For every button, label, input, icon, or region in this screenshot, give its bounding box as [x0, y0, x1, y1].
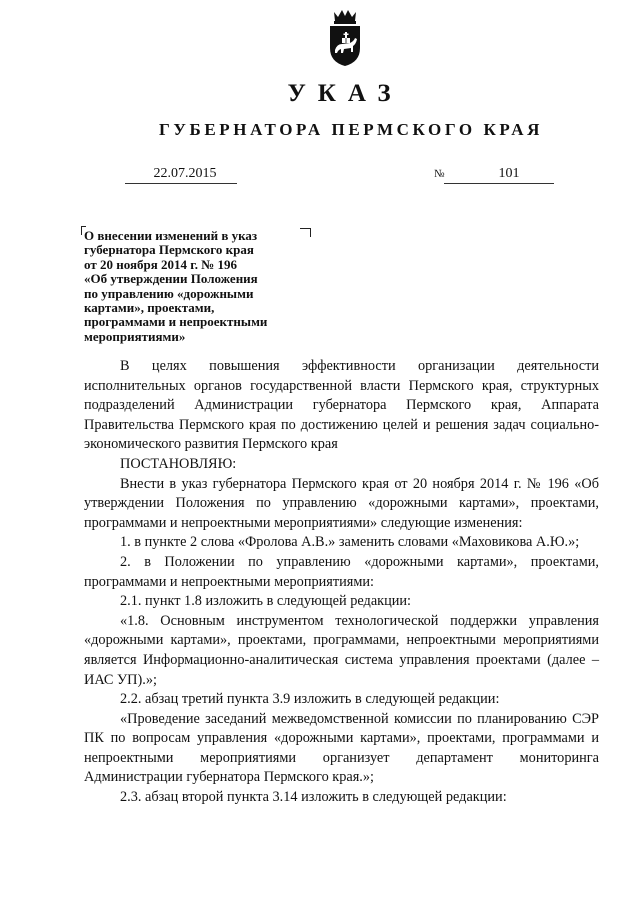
subject-line: «Об утверждении Положения: [84, 271, 258, 287]
body-paragraph: 1. в пункте 2 слова «Фролова А.В.» заменить словами «Маховикова А.Ю.»;: [120, 534, 580, 551]
subject-line: от 20 ноября 2014 г. № 196: [84, 256, 238, 272]
document-date: 22.07.2015: [153, 166, 217, 181]
body-paragraph: 2.3. абзац второй пункта 3.14 изложить в следующей редакции:: [120, 789, 507, 806]
document-date-field: [125, 166, 237, 184]
document-subtitle: ГУБЕРНАТОРА ПЕРМСКОГО КРАЯ: [159, 120, 543, 139]
subject-line: О внесении изменений в указ: [84, 228, 258, 243]
subject-line: картами», проектами,: [84, 300, 215, 316]
decree-keyword: ПОСТАНОВЛЯЮ:: [120, 455, 237, 472]
subject-line: губернатора Пермского края: [84, 242, 254, 258]
document-subject: [84, 229, 324, 344]
body-paragraph: 2.1. пункт 1.8 изложить в следующей редакции:: [120, 593, 412, 610]
body-paragraph: «1.8. Основным инструментом технологической поддержки управления «дорожными картами», проектами, программами, непроектными мероприятиями является Информационно-аналитическая система управления проектами (далее – ИАС УП).»;: [84, 612, 599, 688]
body-paragraph: В целях повышения эффективности организации деятельности исполнительных органов государственной власти Пермского края, структурных подразделений Администрации губернатора Пермского края, Аппарата Правительства Пермского края по достижению целей и решения задач социально-экономического развития Пермского края: [84, 358, 599, 453]
subject-line: программами и непроектными: [84, 314, 268, 330]
document-title: УКАЗ: [287, 80, 403, 107]
number-label: №: [434, 168, 445, 180]
subject-line: мероприятиями»: [84, 328, 186, 344]
body-paragraph: 2.2. абзац третий пункта 3.9 изложить в следующей редакции:: [120, 691, 500, 708]
subject-line: по управлению «дорожными: [84, 285, 254, 301]
body-paragraph: Внести в указ губернатора Пермского края от 20 ноября 2014 г. № 196 «Об утверждении Положения по управлению «дорожными картами», проектами, программами и непроектными мероприятиями» следующие изменения:: [84, 475, 599, 531]
body-paragraph: 2. в Положении по управлению «дорожными картами», проектами, программами и непроектными мероприятиями:: [84, 553, 599, 590]
body-paragraph: «Проведение заседаний межведомственной комиссии по планированию СЭР ПК по вопросам управления «дорожными картами», проектами, программами и непроектными мероприятиями организует департамент мониторинга Администрации губернатора Пермского края.»;: [84, 710, 599, 786]
document-number-field: [444, 166, 554, 184]
document-body: [84, 357, 599, 808]
perm-krai-coat-of-arms-icon: [322, 8, 368, 68]
document-number: 101: [498, 166, 520, 181]
